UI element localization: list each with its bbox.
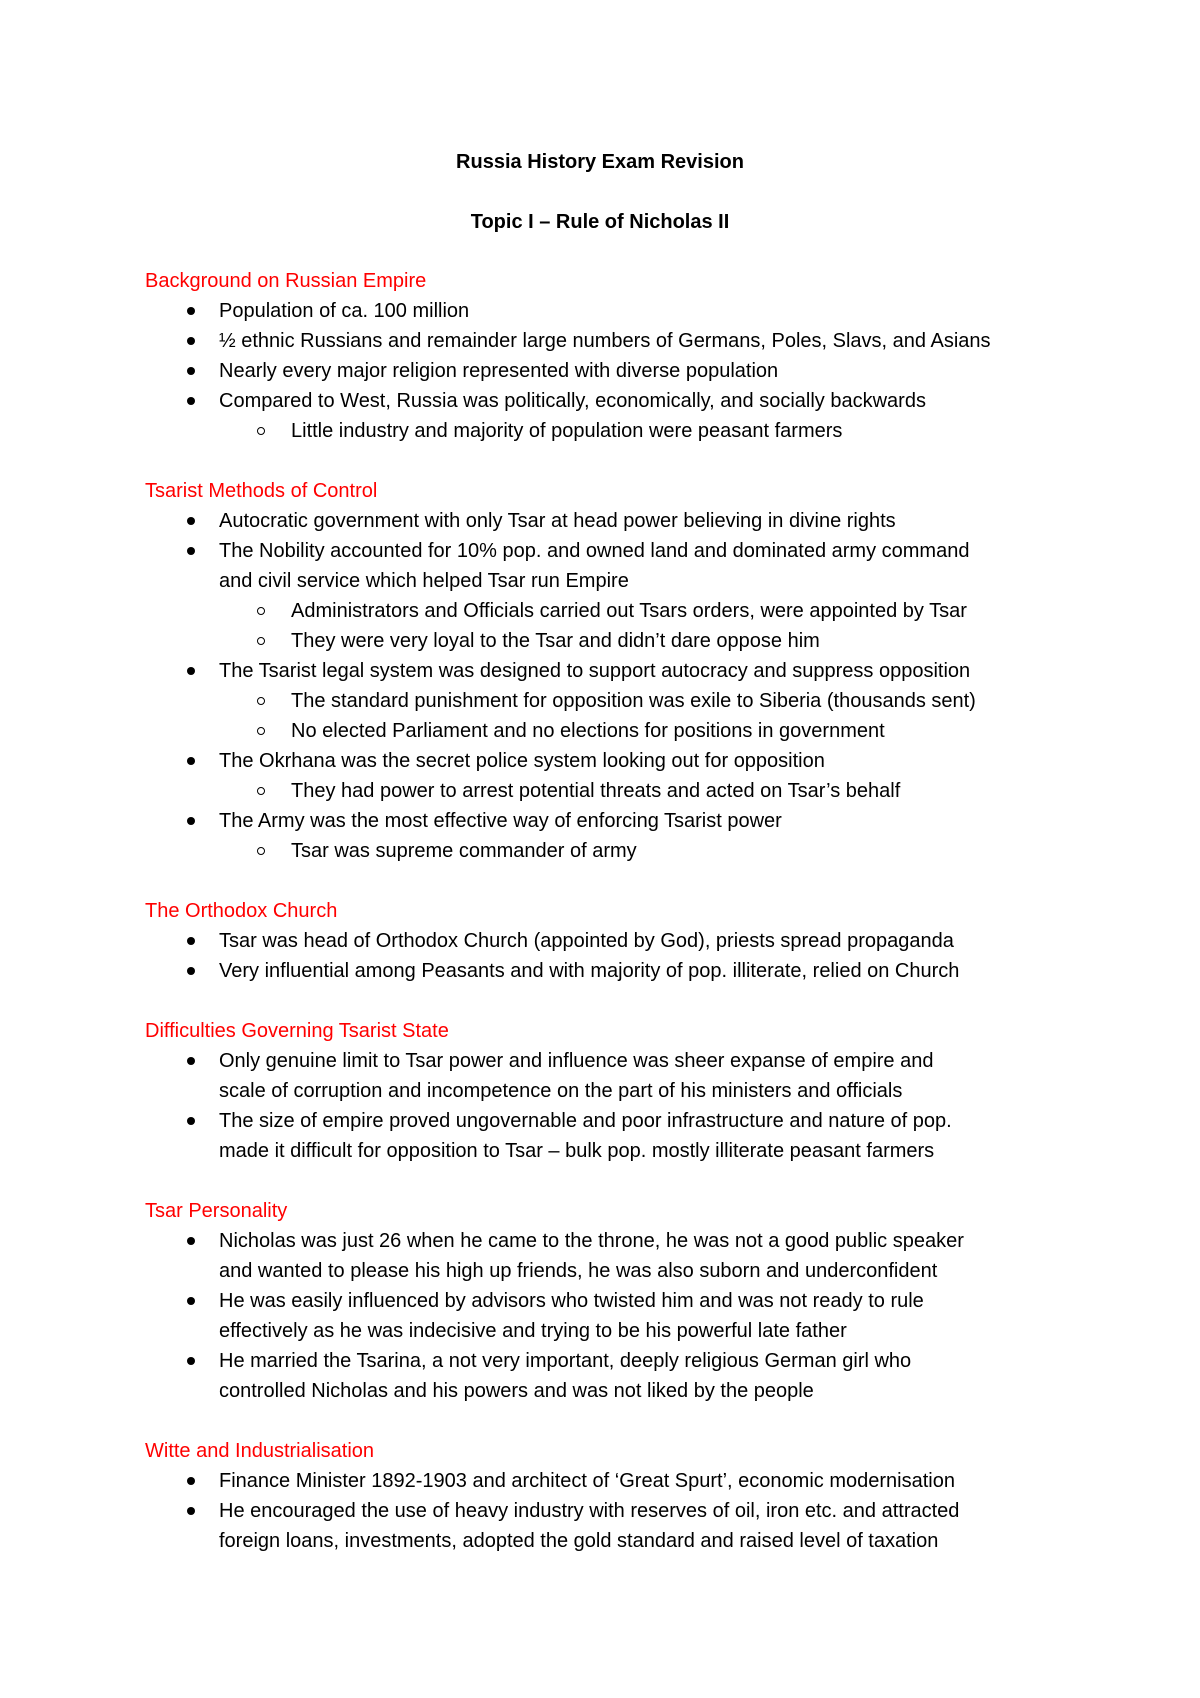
list-item <box>145 536 1085 656</box>
bullet-icon <box>187 337 195 345</box>
circle-bullet-icon <box>257 847 265 855</box>
list-item-text: and civil service which helped Tsar run Empire <box>219 570 629 592</box>
section <box>145 1196 1085 1406</box>
bullet-icon <box>187 1237 195 1245</box>
list-item <box>145 296 1085 326</box>
circle-bullet-icon <box>257 727 265 735</box>
bullet-list <box>145 926 1085 986</box>
sub-list-item <box>145 776 1085 806</box>
list-item-text: He married the Tsarina, a not very important, deeply religious German girl who <box>219 1350 912 1372</box>
list-item-text: Finance Minister 1892-1903 and architect of ‘Great Spurt’, economic modernisation <box>219 1470 955 1492</box>
list-item-text: Population of ca. 100 million <box>219 300 470 322</box>
list-item-text: Compared to West, Russia was politically, economically, and socially backwards <box>219 390 926 412</box>
list-item-text: scale of corruption and incompetence on the part of his ministers and officials <box>219 1080 903 1102</box>
section <box>145 896 1085 986</box>
section-heading: The Orthodox Church <box>145 900 338 922</box>
list-item <box>145 1346 1085 1406</box>
circle-bullet-icon <box>257 427 265 435</box>
sub-list-item-text: Little industry and majority of population were peasant farmers <box>291 420 843 442</box>
list-item <box>145 1106 1085 1166</box>
bullet-icon <box>187 547 195 555</box>
circle-bullet-icon <box>257 697 265 705</box>
list-item-text: effectively as he was indecisive and trying to be his powerful late father <box>219 1320 847 1342</box>
list-item <box>145 746 1085 806</box>
list-item-text: foreign loans, investments, adopted the gold standard and raised level of taxation <box>219 1530 939 1552</box>
bullet-icon <box>187 937 195 945</box>
list-item-text: Nicholas was just 26 when he came to the throne, he was not a good public speaker <box>219 1230 964 1252</box>
bullet-icon <box>187 1357 195 1365</box>
sub-list-item-text: They had power to arrest potential threats and acted on Tsar’s behalf <box>291 780 901 802</box>
sub-list-item-text: The standard punishment for opposition was exile to Siberia (thousands sent) <box>291 690 976 712</box>
list-item-text: and wanted to please his high up friends, he was also suborn and underconfident <box>219 1260 938 1282</box>
list-item-text: The Okrhana was the secret police system looking out for opposition <box>219 750 825 772</box>
bullet-icon <box>187 307 195 315</box>
section <box>145 266 1085 446</box>
list-item-text: The size of empire proved ungovernable and poor infrastructure and nature of pop. <box>219 1110 952 1132</box>
bullet-icon <box>187 757 195 765</box>
list-item <box>145 506 1085 536</box>
list-item <box>145 1046 1085 1106</box>
list-item-text: He was easily influenced by advisors who twisted him and was not ready to rule <box>219 1290 924 1312</box>
sub-bullet-list <box>219 596 1085 656</box>
sub-bullet-list <box>219 416 1085 446</box>
list-item-text: He encouraged the use of heavy industry with reserves of oil, iron etc. and attracted <box>219 1500 960 1522</box>
bullet-icon <box>187 1297 195 1305</box>
bullet-icon <box>187 1057 195 1065</box>
list-item <box>145 656 1085 746</box>
bullet-icon <box>187 817 195 825</box>
bullet-list <box>145 1046 1085 1166</box>
sub-list-item <box>145 716 1085 746</box>
bullet-icon <box>187 367 195 375</box>
section-heading: Tsar Personality <box>145 1200 288 1222</box>
document-body <box>145 266 1085 1586</box>
list-item-text: The Tsarist legal system was designed to support autocracy and suppress opposition <box>219 660 971 682</box>
section-heading: Tsarist Methods of Control <box>145 480 378 502</box>
sub-bullet-list <box>219 686 1085 746</box>
list-item-text: Only genuine limit to Tsar power and influence was sheer expanse of empire and <box>219 1050 934 1072</box>
section-heading: Witte and Industrialisation <box>145 1440 375 1462</box>
bullet-list <box>145 296 1085 446</box>
document-subtitle: Topic I – Rule of Nicholas II <box>470 211 730 233</box>
list-item-text: Autocratic government with only Tsar at head power believing in divine rights <box>219 510 896 532</box>
list-item <box>145 1226 1085 1286</box>
list-item-text: Nearly every major religion represented with diverse population <box>219 360 779 382</box>
sub-list-item-text: Tsar was supreme commander of army <box>291 840 637 862</box>
sub-list-item <box>145 416 1085 446</box>
list-item-text: The Army was the most effective way of enforcing Tsarist power <box>219 810 782 832</box>
list-item-text: Very influential among Peasants and with majority of pop. illiterate, relied on Church <box>219 960 960 982</box>
list-item-text: controlled Nicholas and his powers and was not liked by the people <box>219 1380 814 1402</box>
list-item <box>145 1496 1085 1556</box>
circle-bullet-icon <box>257 607 265 615</box>
section <box>145 476 1085 866</box>
bullet-icon <box>187 397 195 405</box>
document-title: Russia History Exam Revision <box>456 151 744 173</box>
list-item <box>145 386 1085 446</box>
list-item <box>145 1466 1085 1496</box>
list-item <box>145 806 1085 866</box>
bullet-icon <box>187 667 195 675</box>
bullet-icon <box>187 1507 195 1515</box>
list-item-text: made it difficult for opposition to Tsar – bulk pop. mostly illiterate peasant farmers <box>219 1140 935 1162</box>
list-item <box>145 326 1085 356</box>
sub-list-item-text: No elected Parliament and no elections for positions in government <box>291 720 885 742</box>
sub-bullet-list <box>219 836 1085 866</box>
section <box>145 1436 1085 1556</box>
bullet-icon <box>187 517 195 525</box>
list-item <box>145 956 1085 986</box>
section <box>145 1016 1085 1166</box>
circle-bullet-icon <box>257 637 265 645</box>
list-item <box>145 356 1085 386</box>
sub-list-item <box>145 686 1085 716</box>
list-item-text: Tsar was head of Orthodox Church (appointed by God), priests spread propaganda <box>219 930 954 952</box>
circle-bullet-icon <box>257 787 265 795</box>
sub-list-item <box>145 596 1085 626</box>
list-item <box>145 1286 1085 1346</box>
bullet-icon <box>187 1477 195 1485</box>
sub-list-item-text: They were very loyal to the Tsar and didn’t dare oppose him <box>291 630 820 652</box>
bullet-icon <box>187 967 195 975</box>
list-item-text: ½ ethnic Russians and remainder large numbers of Germans, Poles, Slavs, and Asians <box>219 330 991 352</box>
bullet-list <box>145 506 1085 866</box>
sub-bullet-list <box>219 776 1085 806</box>
bullet-list <box>145 1226 1085 1406</box>
section-heading: Difficulties Governing Tsarist State <box>145 1020 449 1042</box>
list-item-text: The Nobility accounted for 10% pop. and owned land and dominated army command <box>219 540 970 562</box>
list-item <box>145 926 1085 956</box>
sub-list-item <box>145 836 1085 866</box>
bullet-list <box>145 1466 1085 1556</box>
section-heading: Background on Russian Empire <box>145 270 427 292</box>
sub-list-item-text: Administrators and Officials carried out Tsars orders, were appointed by Tsar <box>291 600 967 622</box>
sub-list-item <box>145 626 1085 656</box>
bullet-icon <box>187 1117 195 1125</box>
